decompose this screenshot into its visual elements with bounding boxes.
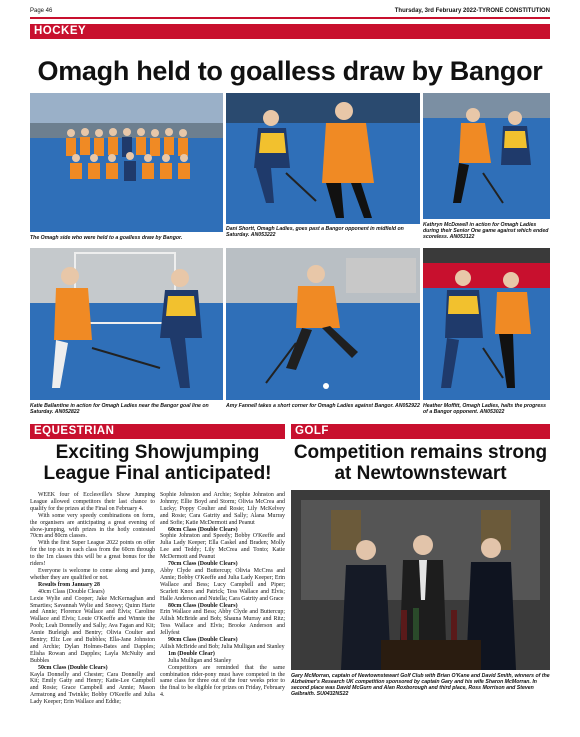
- paragraph: Everyone is welcome to come along and jump, whether they are qualified or not.: [30, 567, 155, 581]
- header-rule: [30, 17, 550, 19]
- caption-shortt: Dani Shortt, Omagh Ladies, goes past a Bangor opponent in midfield on Saturday. AN053222: [226, 226, 404, 238]
- paragraph: Lexie Wylie and Cooper; Jake McKernaghan and Smarties; Savannah Wylie and Snowy; Quinn Harte and Annie; Florence Wallace and Elvis; Caroline Wallace and Elvis; Louie O'Keeffe and Winnie the Pooh; Leah Donnelly and Sally; Ava Fagan and Kit; Annie Burleigh and Bentry; Olivia Coulter and Bentry; Eliz Lee and Bubbles; Ella-Jane Johnston and Archie; Dylan Holmes-Bates and Dapples; Elisha Rowan and Dapples; Layla McNulty and Bubbles: [30, 595, 155, 664]
- paragraph: Abby Clyde and Buttercup; Olivia McCrea and Annie; Bobby O'Keeffe and Julia Lady Keeper; Erin Wallace and Bess; Lucy Campbell and Piper; Scarlett Knox and Patrick; Tess Wallace and Elvis; Halle Anderson and Nutella; Cara Gatrity and Grace: [160, 567, 285, 602]
- paragraph: Results from January 28: [38, 581, 100, 588]
- caption-ballantine: Katie Ballantine in action for Omagh Ladies near the Bangor goal line on Saturday. AN052822: [30, 403, 209, 415]
- photo-ballantine: [30, 248, 223, 400]
- paragraph: 40cm Class (Double Clears): [38, 588, 105, 595]
- paragraph: Julia Mulligan and Stanley: [168, 657, 232, 664]
- section-bar-golf: [291, 424, 550, 439]
- paragraph: Ailish McBride and Bob; Julia Mulligan and Stanley: [160, 643, 285, 650]
- photo-shortt: [226, 93, 420, 224]
- paragraph: 80cm Class (Double Clears): [168, 602, 238, 609]
- photo-fannell: [226, 248, 420, 400]
- page-number: Page 46: [30, 8, 53, 14]
- paragraph: 1m (Double Clear): [168, 650, 215, 657]
- photo-team: [30, 93, 223, 232]
- paragraph: Sophie Johnston and Speedy; Bobby O'Keeffe and Julia Lady Keeper; Ella Caskel and Braden; Molly Lee and Teddy; Lily McCrea and Tonto; Katie McDermott and Peanut: [160, 533, 285, 561]
- caption-mcdowell: Kathryn McDowell in action for Omagh Ladies during their Senior One game against which ended scoreless. AN053122: [423, 222, 549, 240]
- dateline: Thursday, 3rd February 2022-TYRONE CONSTITUTION: [394, 8, 550, 14]
- section-bar-equestrian: [30, 424, 285, 439]
- section-label-equestrian: EQUESTRIAN: [34, 425, 115, 437]
- paragraph: WEEK four of Ecclesville's Show Jumping League allowed competitors their last chance to qualify for the prizes at the Final on February 4.: [30, 492, 155, 512]
- page-header: [30, 6, 550, 16]
- paragraph: 90cm Class (Double Clears): [168, 637, 238, 644]
- golf-headline: Competition remains strong at Newtownstewart: [293, 442, 548, 484]
- paragraph: Erin Wallace and Bess; Abby Clyde and Buttercup; Ailish McBride and Bob; Shauna Murray and Ritz; Tess Wallace and Elvis; Brooke Anderson and Jellyfest: [160, 609, 285, 637]
- paragraph: 60cm Class (Double Clears): [168, 526, 238, 533]
- hockey-headline: Omagh held to goalless draw by Bangor: [37, 56, 543, 86]
- caption-team: The Omagh side who were held to a goalless draw by Bangor.: [30, 235, 183, 241]
- paragraph: 70cm Class (Double Clears): [168, 561, 238, 568]
- section-label-golf: GOLF: [295, 425, 329, 437]
- paragraph: With some very speedy combinations on form, the organisers are anticipating a great evening of show-jumping, with prizes in the hotly contested 70cm and 80cm classes.: [30, 512, 155, 540]
- equestrian-column-1: [30, 492, 155, 706]
- paragraph: 50cm Class (Double Clears): [38, 664, 108, 671]
- equestrian-column-2: [160, 492, 285, 699]
- paragraph: Kayla Donnelly and Chester; Cara Donnelly and Kit; Emily Gatty and Henry; Katie-Lee Campbell and Rosie; Grace Campbell and Annie; Mason Armstrong and Twinkle; Bobby O'Keeffe and Julia Lady Keeper; Erin Wallace and Eddie;: [30, 671, 155, 706]
- photo-mcdowell: [423, 93, 550, 219]
- paragraph: With the first Super League 2022 points on offer for the top six in each class from the 60cm through to the 1m classes this will be a great bonus for the riders!: [30, 540, 155, 568]
- paragraph: Sophie Johnston and Archie; Sophie Johnston and Johnny; Ellie Boyd and Storm; Olivia McCrea and Lucky; Poppy Coulter and Rosie; Lily McKelvey and Rosie; Cara Gatrity and Sally; Alana Murray and Sofie; Katie McDermott and Peanut: [160, 492, 285, 526]
- equestrian-headline: Exciting Showjumping League Final anticipated!: [43, 442, 272, 484]
- caption-fannell: Amy Fannell takes a short corner for Omagh Ladies against Bangor. AN052922: [226, 403, 420, 409]
- paragraph: Competitors are reminded that the same combination rider-pony must have competed in the same class for three out of the four weeks prior to the final to be eligible for prizes on Friday, February 4.: [160, 664, 285, 699]
- caption-golf: Gary McMorran, captain of Newtownstewart Golf Club with Brian O'Kane and David Smith, winners of the Alzheimer's Research UK competition sponsored by captain Gary and his wife Sharon McMorran. In second place was David McGurn and Alan Roxborough and third place, Ross Morrison and Steven Galbraith. SU0432NS22: [291, 673, 550, 697]
- section-label-hockey: HOCKEY: [34, 25, 87, 37]
- photo-golf: [291, 490, 550, 670]
- photo-moffitt: [423, 248, 550, 400]
- section-bar-hockey: [30, 24, 550, 39]
- caption-moffitt: Heather Moffitt, Omagh Ladies, halts the progress of a Bangor opponent. AN053022: [423, 403, 546, 415]
